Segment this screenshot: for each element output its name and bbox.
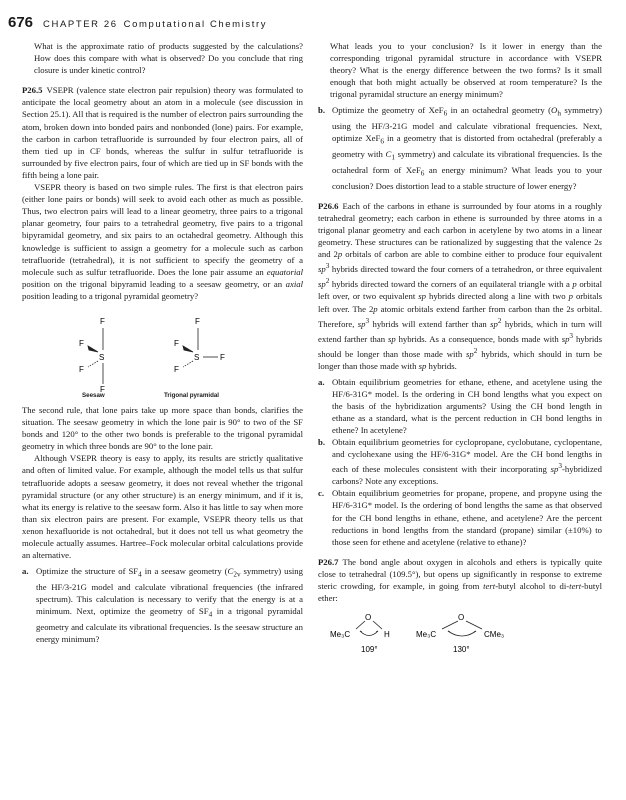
- part-label: b.: [318, 105, 326, 116]
- problem-label: P26.7: [318, 556, 339, 567]
- problem-26-6-part-a: a. Obtain equilibrium geometries for ethane, ethene, and acetylene using the HF/6-31G* model. Is the ordering in CH bond lengths what you expect on the basis of the hybridization arguments? Using the CH bond length in ethane as a standard, what is the percent reduction in CH bond lengths in ethene? In acetylene?: [318, 376, 602, 436]
- part-label: a.: [22, 566, 29, 577]
- part-label: b.: [318, 437, 326, 448]
- bond-angle-structures: [318, 610, 602, 654]
- vsepr-rules-paragraph: VSEPR theory is based on two simple rules. The first is that electron pairs (either lone pairs or bonds) will seek to avoid each other as much as possible. Thus, two electron pairs will lead to a linear geometry, three pairs to a trigonal planar geometry, four pairs to a tetrahedral geometry, five pairs to a trigonal bipyramidal geometry, and six pairs to an octahedral geometry. Although this knowledge is sufficient to assign a geometry for a molecule such as carbon tetrafluoride (tetrahedral), it is not sufficient to specify the geometry of a molecule such as sulfur tetrafluoride. Does the lone pair assume an equatorial position on the trigonal bipyramid leading to a seesaw geometry, or an axial position leading to a trigonal pyramidal geometry?: [22, 182, 303, 301]
- mol2-angle: 130°: [453, 645, 470, 655]
- trig-f-left-down: F: [174, 364, 179, 374]
- problem-26-7: P26.7 The bond angle about oxygen in alcohols and ethers is typically quite close to tetrahedral (109.5°), but opens up significantly in response to extreme steric crowding, for example, in going from tert-butyl alcohol to di-tert-butyl ether:: [318, 556, 602, 604]
- limitations-paragraph: Although VSEPR theory is easy to apply, its results are strictly qualitative and often of limited value. For example, although the model tells us that sulfur tetrafluoride adopts a seesaw geometry, it does not reveal whether the trigonal pyramidal structure (or any other structure) is an energy minimum, and if it is, what its energy is relative to the seesaw form. Also it has little to say when more than six electron pairs are present. For example, VSEPR theory tells us that xenon hexafluoride is not octahedral, but it does not tell us what geometry the molecule actually assumes. Hartree–Fock molecular orbital calculations provide an alternative.: [22, 453, 303, 561]
- seesaw-f-left-down: F: [79, 364, 84, 374]
- mol2-left-group: Me₃C: [416, 630, 437, 640]
- part-label: c.: [318, 488, 325, 499]
- part-label: a.: [318, 376, 325, 387]
- problem-text: VSEPR (valence state electron pair repulsion) theory was formulated to anticipate the local geometry about an atom in a molecule (see discussion in Section 25.1). All that is required is the number of electron pairs surrounding the atom, broken down into bonded pairs and nonbonded (lone) pairs. For example, the carbon in carbon tetrafluoride is surrounded by four electron pairs, all of them tied up in CF bonds, whereas the sulfur in sulfur tetrafluoride is surrounded by five electron pairs, four of which are tied up in SF bonds with the fifth being a lone pair.: [22, 85, 303, 180]
- mol2-right-group: CMe₃: [484, 630, 505, 640]
- ether-angle-figure: [318, 610, 602, 654]
- mol1-angle: 109°: [361, 645, 378, 655]
- trig-f-left-up: F: [174, 338, 179, 348]
- problem-26-6-part-b: b. Obtain equilibrium geometries for cyclopropane, cyclobutane, cyclopentane, and cyclohexane using the HF/6-31G* model. Are the CH bond lengths in each of these molecules consistent with their incorporating $sp^3$-hybridized carbons? Note any exceptions.: [318, 437, 602, 487]
- chapter-label: CHAPTER 26: [43, 19, 118, 30]
- trig-f-top: F: [195, 316, 200, 326]
- left-column: [22, 40, 303, 645]
- trig-f-right: F: [220, 352, 225, 362]
- problem-26-5: [22, 84, 303, 181]
- trigonal-pyramidal-structure: [183, 328, 218, 367]
- mol1-oxygen: O: [365, 613, 372, 623]
- running-head: [43, 19, 267, 30]
- chapter-title: Computational Chemistry: [123, 19, 268, 30]
- problem-26-5-part-a: a. Optimize the structure of $SF_4$ in a seesaw geometry ($C_{2v}$ symmetry) using the HF/3-21G model and calculate vibrational frequencies (the infrared spectrum). This calculation is necessary to verify that the energy is at a minimum. Next, optimize the geometry of $SF_4$ in a trigonal pyramidal geometry and calculate its vibrational frequencies. Is the seesaw structure an energy minimum?: [22, 566, 303, 645]
- page-number: 676: [8, 14, 34, 31]
- mol1-right-group: H: [384, 630, 390, 640]
- sf4-structures: [22, 306, 303, 398]
- problem-26-5-part-b: b. Optimize the geometry of XeF$_6$ in an octahedral geometry ($O_h$ symmetry) using the HF/3-21G model and calculate vibrational frequencies. Next, optimize XeF$_6$ in a geometry that is distorted from octahedral (preferably a geometry with $C_1$ symmetry) and calculate its vibrational frequencies. Is the octahedral form of XeF$_6$ an energy minimum? What leads you to your conclusion? Does distortion lead to a stable structure of lower energy?: [318, 105, 603, 191]
- page-header: [8, 14, 267, 34]
- second-rule-paragraph: The second rule, that lone pairs take up more space than bonds, clarifies the situation. The seesaw geometry in which the lone pair is 90° to two of the SF bonds and 120° to the other two bonds is preferable to the trigonal pyramidal geometry in which three bonds are 90° to the lone pair.: [22, 404, 303, 452]
- trig-s: S: [194, 352, 200, 362]
- seesaw-f-left-up: F: [79, 338, 84, 348]
- axial-term: axial: [285, 278, 303, 289]
- seesaw-s: S: [99, 352, 105, 362]
- problem-26-6-part-c: c. Obtain equilibrium geometries for propane, propene, and propyne using the HF/6-31G* model. Is the ordering of bond lengths the same as that observed for the CH bond lengths in ethane, ethene, and acetylene? Are the percent reductions in bond lengths from the standard (propane) similar (±10%) to those seen for ethene and acetylene (relative to ethane)?: [318, 488, 602, 547]
- mol1-left-group: Me₃C: [330, 630, 351, 640]
- problem-label: P26.5: [22, 85, 43, 96]
- seesaw-f-top: F: [100, 316, 105, 326]
- part-a-continuation: What leads you to your conclusion? Is it lower in energy than the corresponding trigonal pyramidal structure in accordance with VSEPR theory? What is the energy difference between the two forms? Is it small enough that both might actually be observed at room temperature? Is the trigonal pyramidal structure an energy minimum?: [330, 41, 602, 100]
- problem-26-6: P26.6 Each of the carbons in ethane is surrounded by four atoms in a roughly tetrahedral geometry; each carbon in ethene is surrounded by three atoms in a trigonal planar geometry and each carbon in acetylene by two atoms in a linear geometry. These structures can be rationalized by suggesting that the valence 2s and 2p orbitals of carbon are able to combine either to produce four equivalent $sp^3$ hybrids directed toward the four corners of a tetrahedron, or three equivalent $sp^2$ hybrids directed toward the corners of an equilateral triangle with a p orbital left over, or two equivalent sp hybrids directed along a line with two p orbitals left over. The 2p atomic orbitals extend farther from carbon than the 2s orbital. Therefore, $sp^3$ hybrids will extend farther than $sp^2$ hybrids, which in turn will extend farther than sp hybrids. As a consequence, bonds made with $sp^3$ hybrids should be longer than those made with $sp^2$ hybrids, which should in turn be longer than those made with sp hybrids.: [318, 200, 603, 371]
- problem-label: P26.6: [318, 200, 339, 211]
- equatorial-term: equatorial: [266, 266, 303, 277]
- sf4-geometry-figure: [22, 306, 303, 398]
- mol2-oxygen: O: [458, 613, 465, 623]
- trigonal-caption-label: Trigonal pyramidal: [164, 391, 220, 399]
- p26-4-continuation: What is the approximate ratio of products suggested by the calculations? How does this compare with what is observed? Do you conclude that ring closure is under kinetic control?: [34, 41, 303, 76]
- seesaw-f-bottom: F: [100, 384, 105, 394]
- seesaw-caption-label: Seesaw: [82, 391, 105, 399]
- right-column: [318, 40, 602, 654]
